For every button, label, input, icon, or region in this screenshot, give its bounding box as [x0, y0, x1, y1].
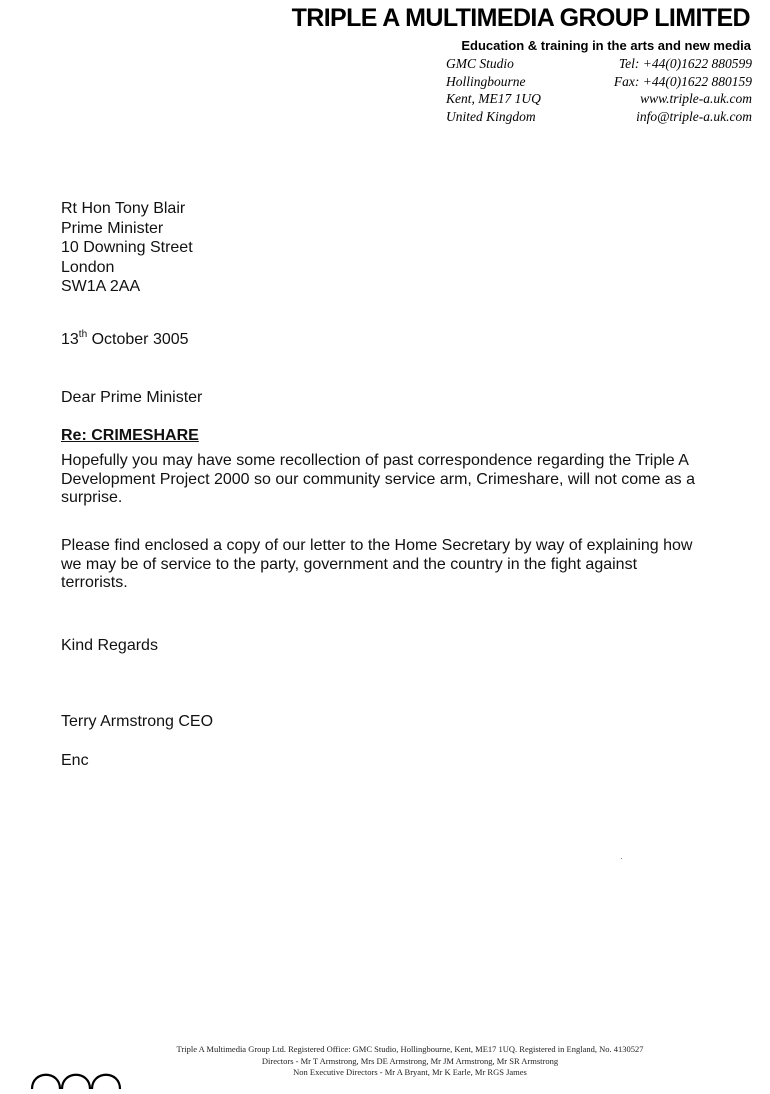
- footer-line: Non Executive Directors - Mr A Bryant, Mr K Earle, Mr RGS James: [293, 1067, 527, 1077]
- date-day: 13: [61, 331, 79, 348]
- address-line: United Kingdom: [446, 108, 536, 124]
- recipient-line: 10 Downing Street: [61, 239, 193, 256]
- closing: Kind Regards: [61, 637, 158, 654]
- address-line: Kent, ME17 1UQ: [446, 91, 541, 106]
- salutation: Dear Prime Minister: [61, 389, 203, 406]
- address-line: Hollingbourne: [446, 73, 526, 89]
- footer-registration: [130, 1044, 690, 1079]
- company-logo-icon: [30, 1062, 130, 1094]
- body-paragraph: Please find enclosed a copy of our letter to the Home Secretary by way of explaining how we may be of service to the party, government and the country in the fight against terrorists.: [61, 537, 693, 591]
- signer-name: Terry Armstrong CEO: [61, 713, 214, 730]
- company-tagline: Education & training in the arts and new media: [461, 38, 751, 53]
- recipient-line: SW1A 2AA: [61, 278, 141, 295]
- contact-website: www.triple-a.uk.com: [640, 91, 752, 106]
- company-name: TRIPLE A MULTIMEDIA GROUP LIMITED: [291, 4, 750, 32]
- address-line: GMC Studio: [446, 56, 514, 71]
- contact-email: info@triple-a.uk.com: [636, 108, 752, 124]
- letter-date: [61, 330, 189, 350]
- paragraph-text: Hopefully you may have some recollection of past correspondence regarding the Triple A Development Project 2000 so our community service arm, Crimeshare, will not come as a surprise.: [61, 452, 696, 506]
- contact-fax: Fax: +44(0)1622 880159: [613, 73, 752, 89]
- date-month-year: October 3005: [87, 331, 189, 348]
- footer-line: Triple A Multimedia Group Ltd. Registered Office: GMC Studio, Hollingbourne, Kent, ME17 1UQ. Registered in England, No. 4130527: [176, 1044, 644, 1054]
- company-address: [446, 55, 541, 125]
- recipient-line: Rt Hon Tony Blair: [61, 200, 186, 217]
- enclosure-note: Enc: [61, 752, 89, 769]
- company-contact: [614, 55, 752, 125]
- date-suffix: th: [78, 329, 88, 340]
- recipient-line: Prime Minister: [61, 219, 164, 237]
- scan-speck: [621, 858, 622, 859]
- footer-line: Directors - Mr T Armstrong, Mrs DE Armstrong, Mr JM Armstrong, Mr SR Armstrong: [261, 1055, 559, 1066]
- subject-line: Re: CRIMESHARE: [61, 427, 199, 444]
- body-paragraph: [61, 432, 701, 508]
- contact-phone: Tel: +44(0)1622 880599: [618, 56, 752, 71]
- recipient-line: London: [61, 258, 115, 276]
- recipient-address: [61, 199, 193, 297]
